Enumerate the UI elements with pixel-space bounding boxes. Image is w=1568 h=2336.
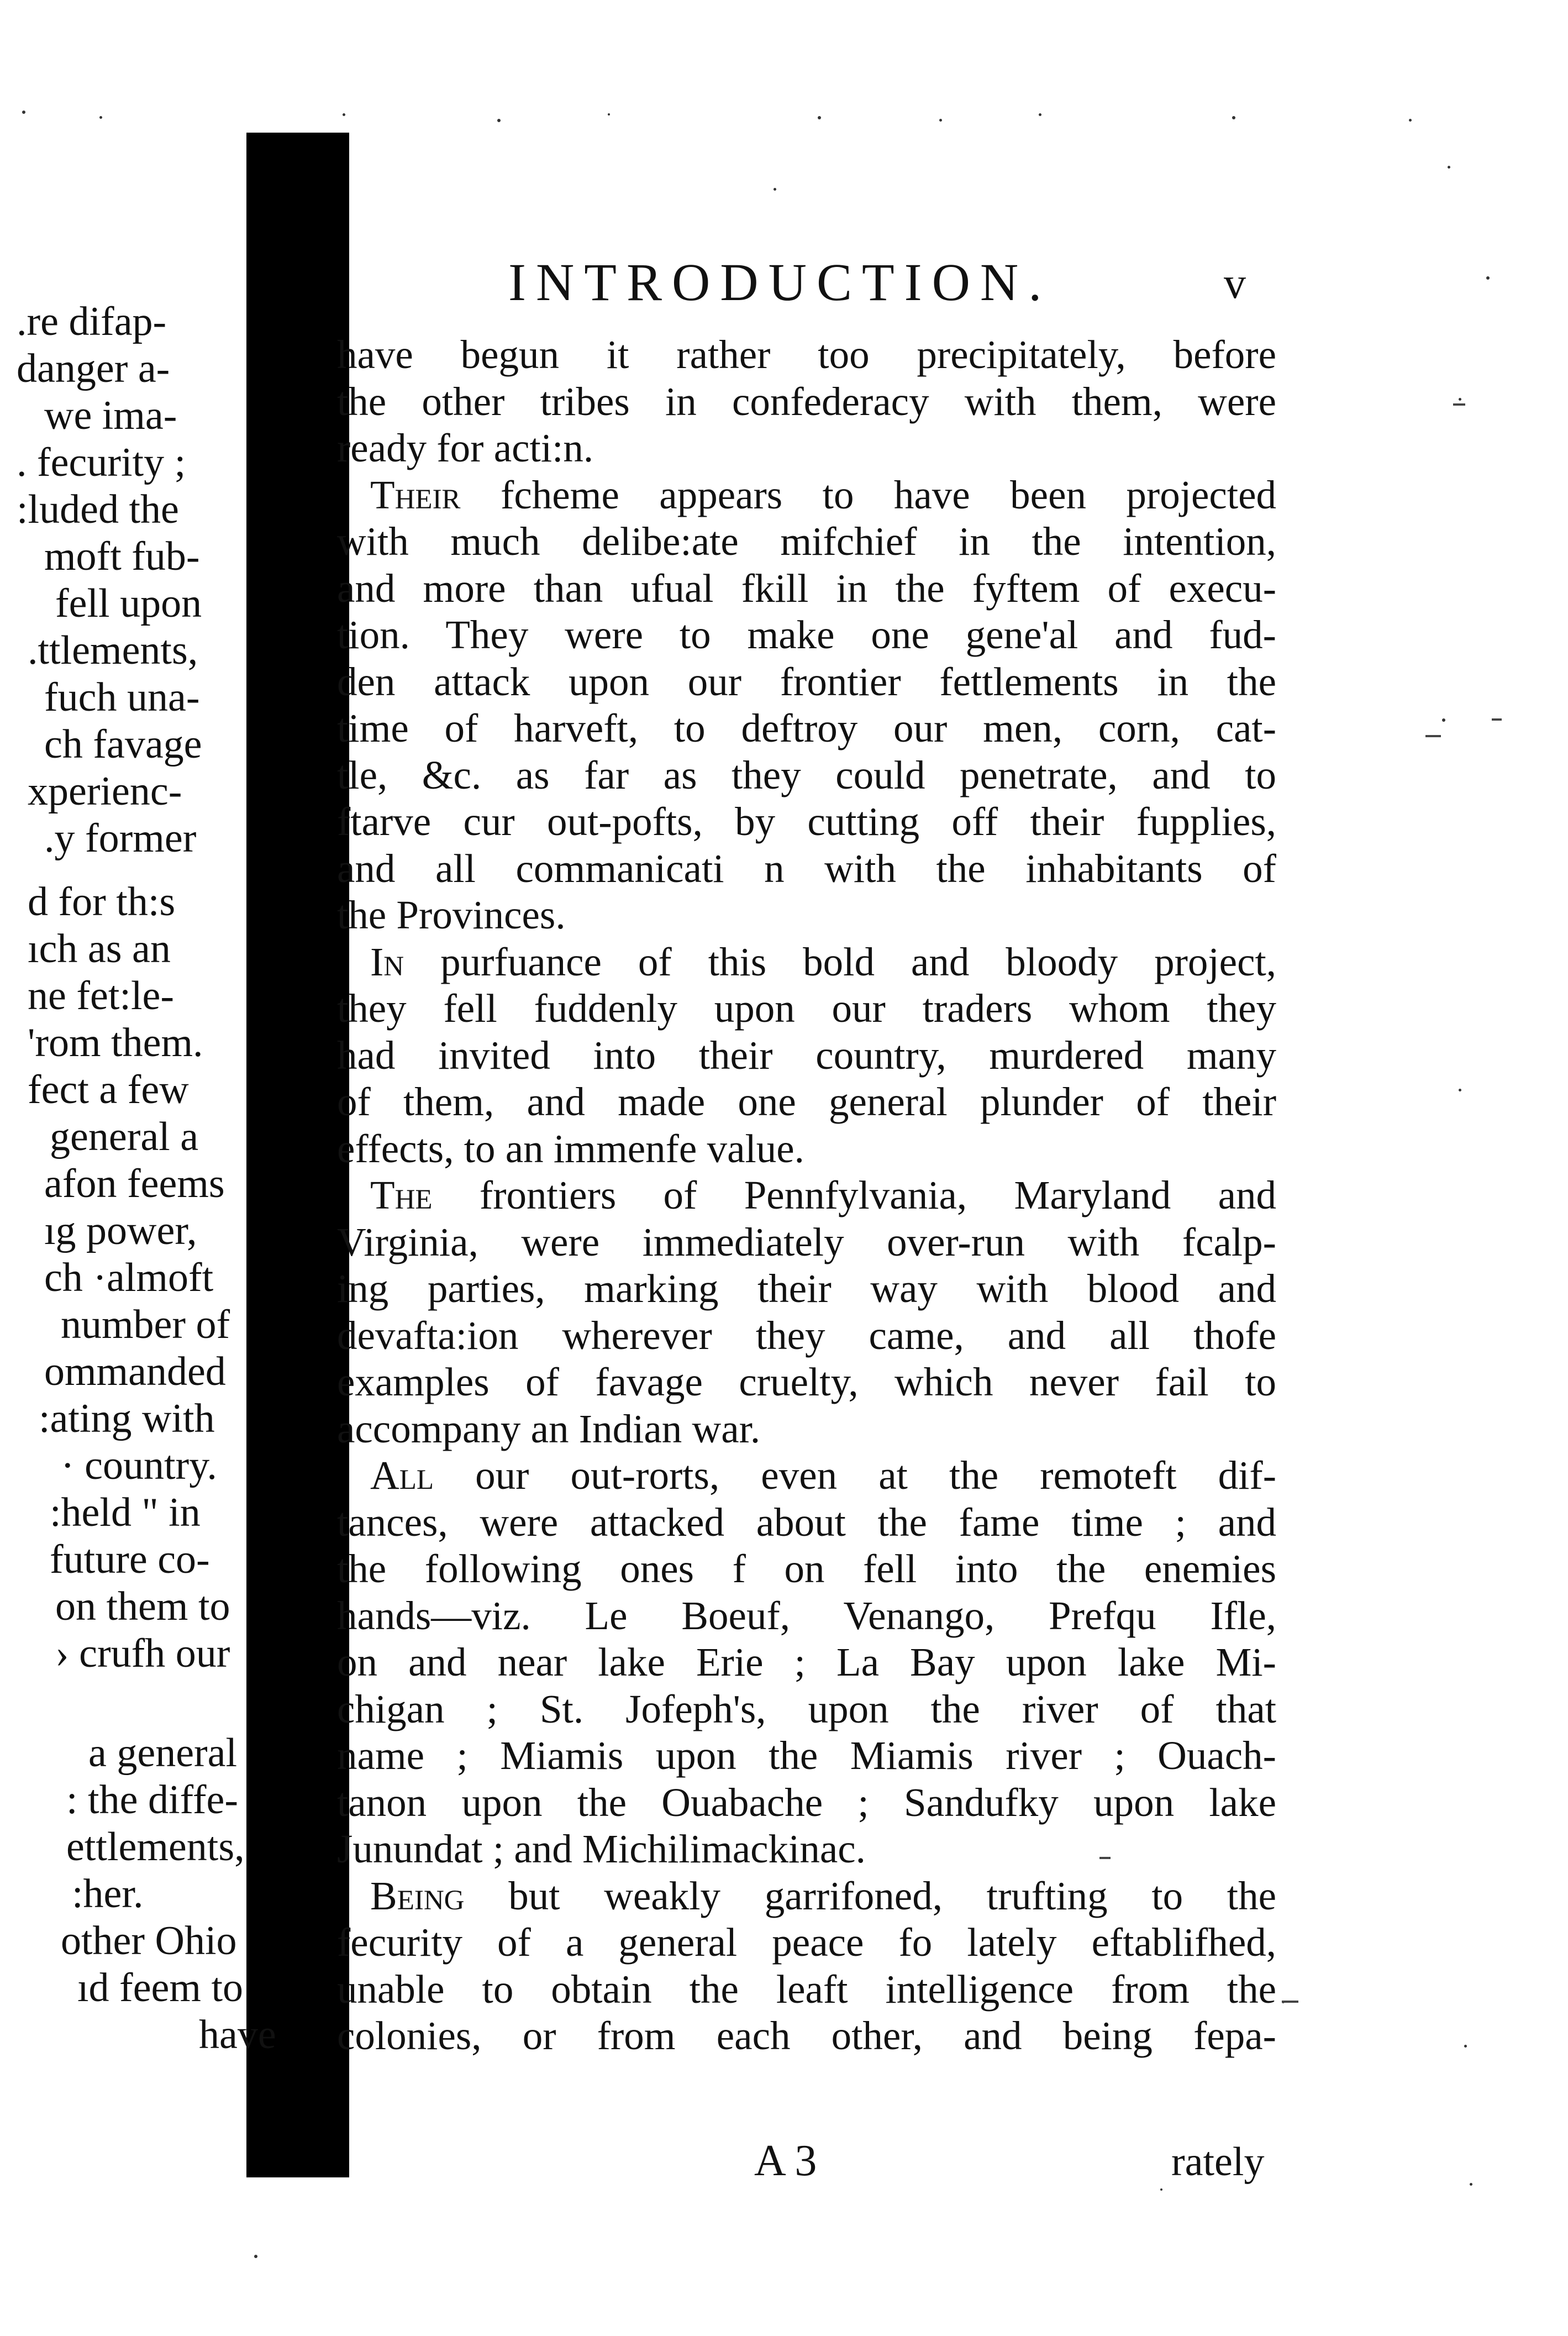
text-line bbox=[337, 518, 1276, 565]
line-text: the other tribes in confederacy with them, were bbox=[337, 379, 1276, 424]
line-text: ready for acti:n. bbox=[337, 426, 594, 470]
text-line bbox=[337, 1919, 1276, 1966]
line-text: our out-rorts, even at the remoteft dif- bbox=[475, 1453, 1277, 1498]
facing-page-line: on them to bbox=[55, 1584, 230, 1629]
facing-page-line: ıch as an bbox=[28, 926, 171, 972]
paragraph bbox=[337, 1452, 1276, 1873]
text-line bbox=[337, 1686, 1276, 1733]
speck-mark bbox=[1448, 166, 1450, 169]
text-line bbox=[337, 659, 1276, 706]
line-text: the Provinces. bbox=[337, 893, 566, 937]
text-line bbox=[337, 1172, 1276, 1219]
signature-mark: A 3 bbox=[754, 2136, 817, 2185]
facing-page-line: ch ·almoft bbox=[44, 1255, 214, 1300]
running-head: INTRODUCTION. bbox=[508, 253, 1052, 312]
paragraph bbox=[337, 332, 1276, 472]
text-line bbox=[337, 1359, 1276, 1406]
speck-mark bbox=[1232, 116, 1235, 119]
speck-mark bbox=[1442, 718, 1445, 722]
page-number: v bbox=[1224, 259, 1246, 308]
line-text: devafta:ion wherever they came, and all thofe bbox=[337, 1313, 1276, 1358]
text-line bbox=[337, 1079, 1276, 1126]
speck-mark bbox=[99, 116, 102, 119]
facing-page-line: .re difap- bbox=[17, 299, 167, 344]
facing-page-line: ommanded bbox=[44, 1349, 226, 1394]
text-line bbox=[337, 1733, 1276, 1779]
line-text: of them, and made one general plunder of their bbox=[337, 1079, 1276, 1124]
paragraph bbox=[337, 939, 1276, 1173]
text-line bbox=[337, 1779, 1276, 1826]
paragraph-lead-word: Their bbox=[370, 472, 461, 517]
paragraph bbox=[337, 1873, 1276, 2060]
line-text: unable to obtain the leaft intelligence from the bbox=[337, 1966, 1276, 2012]
text-line bbox=[337, 892, 1276, 939]
line-text: effects, to an immenfe value. bbox=[337, 1126, 804, 1171]
stray-mark bbox=[1099, 1857, 1111, 1859]
facing-page-line: ch favage bbox=[44, 722, 202, 767]
line-text: on and near lake Erie ; La Bay upon lake Mi- bbox=[337, 1640, 1276, 1684]
facing-page-line: ettlements, bbox=[66, 1824, 245, 1870]
speck-mark bbox=[1464, 2045, 1467, 2048]
speck-mark bbox=[1486, 276, 1490, 280]
facing-page-line: ne fet:le- bbox=[28, 973, 174, 1019]
text-line bbox=[337, 379, 1276, 426]
facing-page-line: . fecurity ; bbox=[17, 440, 186, 485]
line-text: ftarve cur out-pofts, by cutting off their fupplies, bbox=[337, 799, 1276, 844]
facing-page-fragment bbox=[0, 0, 298, 2336]
facing-page-line: fect a few bbox=[28, 1067, 189, 1112]
facing-page-line: · country. bbox=[61, 1443, 217, 1488]
facing-page-line: we ima- bbox=[44, 393, 177, 438]
speck-mark bbox=[608, 113, 610, 116]
line-text: and all commanicati n with the inhabitants of bbox=[337, 846, 1276, 891]
line-text: ing parties, marking their way with blood and bbox=[337, 1266, 1276, 1311]
catchword: rately bbox=[1171, 2139, 1265, 2185]
stray-mark bbox=[1492, 718, 1502, 721]
speck-mark bbox=[22, 111, 25, 114]
line-text: fcheme appears to have been projected bbox=[501, 472, 1277, 517]
text-line bbox=[337, 752, 1276, 799]
facing-page-line: a general bbox=[88, 1730, 238, 1776]
speck-mark bbox=[1409, 119, 1412, 122]
paragraph-lead-word: All bbox=[370, 1453, 434, 1498]
line-text: frontiers of Pennfylvania, Maryland and bbox=[479, 1173, 1276, 1217]
facing-page-line: other Ohio bbox=[61, 1918, 237, 1964]
line-text: hands—viz. Le Boeuf, Venango, Prefqu Ifle, bbox=[337, 1593, 1276, 1638]
text-line bbox=[337, 1966, 1276, 2013]
line-text: they fell fuddenly upon our traders whom they bbox=[337, 986, 1276, 1031]
text-line bbox=[337, 1126, 1276, 1173]
text-line bbox=[337, 472, 1276, 519]
line-text: tanon upon the Ouabache ; Sandufky upon lake bbox=[337, 1779, 1276, 1825]
stray-mark bbox=[1453, 403, 1465, 406]
text-line bbox=[337, 1546, 1276, 1593]
paragraph bbox=[337, 472, 1276, 939]
text-line bbox=[337, 1826, 1276, 1873]
facing-page-line: fell upon bbox=[55, 581, 202, 626]
line-text: time of harveft, to deftroy our men, corn, cat- bbox=[337, 706, 1276, 750]
speck-mark bbox=[1039, 113, 1041, 116]
line-text: tle, &c. as far as they could penetrate, and to bbox=[337, 752, 1276, 797]
speck-mark bbox=[254, 2255, 257, 2258]
text-line bbox=[337, 1406, 1276, 1453]
facing-page-line: future co- bbox=[50, 1537, 210, 1582]
line-text: tion. They were to make one gene'al and fud- bbox=[337, 612, 1276, 657]
speck-mark bbox=[1459, 1089, 1461, 1091]
text-line bbox=[337, 565, 1276, 612]
line-text: the following ones f on fell into the enemies bbox=[337, 1546, 1276, 1591]
facing-page-line: › crufh our bbox=[55, 1631, 230, 1676]
facing-page-line: danger a- bbox=[17, 346, 170, 391]
facing-page-line: xperienc- bbox=[28, 769, 182, 814]
text-line bbox=[337, 799, 1276, 846]
facing-page-line: :luded the bbox=[17, 487, 179, 532]
text-line bbox=[337, 425, 1276, 472]
text-line bbox=[337, 332, 1276, 379]
facing-page-line: : the diffe- bbox=[66, 1777, 238, 1823]
text-line bbox=[337, 1452, 1276, 1499]
text-line bbox=[337, 612, 1276, 659]
line-text: fecurity of a general peace fo lately eftablifhed, bbox=[337, 1920, 1276, 1965]
facing-page-line: afon feems bbox=[44, 1161, 225, 1206]
text-line bbox=[337, 1593, 1276, 1640]
text-line bbox=[337, 2013, 1276, 2060]
line-text: accompany an Indian war. bbox=[337, 1406, 761, 1451]
facing-page-line: fuch una- bbox=[44, 675, 200, 720]
facing-page-line: ıg power, bbox=[44, 1208, 197, 1253]
line-text: chigan ; St. Jofeph's, upon the river of that bbox=[337, 1686, 1276, 1731]
facing-page-line: have bbox=[199, 2012, 276, 2057]
speck-mark bbox=[939, 119, 942, 122]
line-text: had invited into their country, murdered many bbox=[337, 1032, 1276, 1078]
paragraph-lead-word: The bbox=[370, 1173, 433, 1217]
speck-mark bbox=[497, 119, 501, 122]
speck-mark bbox=[1160, 2188, 1162, 2191]
line-text: colonies, or from each other, and being fepa- bbox=[337, 2013, 1276, 2058]
line-text: with much delibe:ate mifchief in the intention, bbox=[337, 519, 1276, 564]
line-text: den attack upon our frontier fettlements in the bbox=[337, 659, 1276, 704]
line-text: name ; Miamis upon the Miamis river ; Ouach- bbox=[337, 1733, 1276, 1778]
text-line bbox=[337, 846, 1276, 893]
line-text: Junundat ; and Michilimackinac. bbox=[337, 1826, 866, 1871]
text-line bbox=[337, 1313, 1276, 1359]
text-line bbox=[337, 1266, 1276, 1313]
speck-mark bbox=[774, 188, 776, 191]
text-line bbox=[337, 1639, 1276, 1686]
facing-page-line: .ttlements, bbox=[28, 628, 198, 673]
text-line bbox=[337, 985, 1276, 1032]
facing-page-line: d for th:s bbox=[28, 879, 176, 925]
facing-page-line: number of bbox=[61, 1302, 230, 1347]
line-text: have begun it rather too precipitately, before bbox=[337, 332, 1276, 377]
paragraph-lead-word: In bbox=[370, 939, 404, 984]
facing-page-line: 'rom them. bbox=[28, 1020, 203, 1065]
text-line bbox=[337, 1032, 1276, 1079]
line-text: but weakly garrifoned, trufting to the bbox=[508, 1873, 1276, 1918]
paragraph-lead-word: Being bbox=[370, 1873, 465, 1918]
paragraph bbox=[337, 1172, 1276, 1452]
text-line bbox=[337, 1873, 1276, 1920]
text-line bbox=[337, 939, 1276, 986]
facing-page-line: moft fub- bbox=[44, 534, 200, 579]
text-line bbox=[337, 1219, 1276, 1266]
facing-page-line: ıd feem to bbox=[77, 1965, 244, 2010]
line-text: examples of favage cruelty, which never fail to bbox=[337, 1359, 1276, 1404]
facing-page-line: :ating with bbox=[39, 1396, 215, 1441]
stray-mark bbox=[1425, 735, 1441, 737]
line-text: Virginia, were immediately over-run with fcalp- bbox=[337, 1219, 1276, 1264]
line-text: tances, were attacked about the fame time ; and bbox=[337, 1499, 1276, 1545]
text-line bbox=[337, 1499, 1276, 1546]
speck-mark bbox=[1459, 398, 1461, 401]
facing-page-line: .y former bbox=[44, 816, 197, 861]
facing-page-line: general a bbox=[50, 1114, 199, 1159]
stray-mark bbox=[1282, 2001, 1298, 2003]
speck-mark bbox=[818, 116, 821, 119]
speck-mark bbox=[343, 113, 345, 116]
line-text: purfuance of this bold and bloody project, bbox=[440, 939, 1276, 984]
page-body bbox=[337, 332, 1276, 2060]
facing-page-line: :her. bbox=[72, 1871, 144, 1917]
line-text: and more than ufual fkill in the fyftem of execu- bbox=[337, 565, 1276, 611]
speck-mark bbox=[1470, 2183, 1472, 2186]
facing-page-line: :held " in bbox=[50, 1490, 201, 1535]
text-line bbox=[337, 705, 1276, 752]
